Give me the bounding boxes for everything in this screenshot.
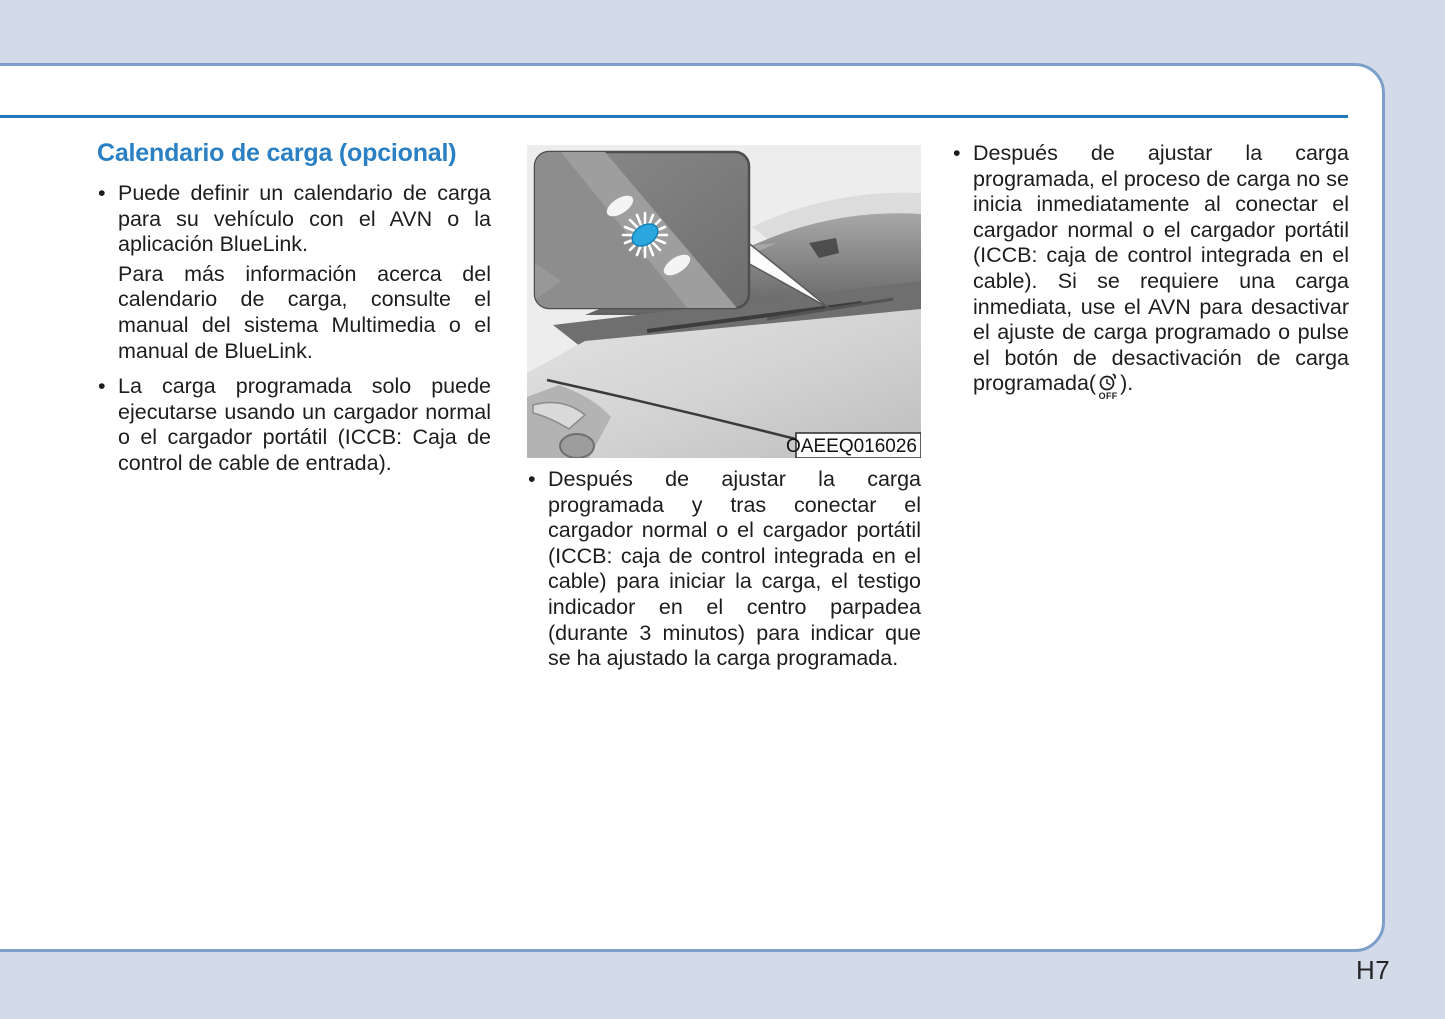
page-number: H7 xyxy=(1356,955,1391,985)
charging-indicator-figure xyxy=(527,145,921,458)
bullet-marker: • xyxy=(98,374,106,399)
bullet-marker: • xyxy=(98,181,106,205)
list-item xyxy=(97,374,491,476)
section-title: Calendario de carga (opcional) xyxy=(97,139,457,167)
bullet-text: Puede definir un calendario de carga para su vehículo con el AVN o la aplicación BlueLink. xyxy=(118,181,491,257)
indicator-inset xyxy=(535,152,749,308)
figure-code: OAEEQ016026 xyxy=(786,436,917,457)
list-item xyxy=(952,141,1349,401)
list-item xyxy=(527,467,921,672)
bullet-text: La carga programada solo puede ejecutarse usando un cargador normal o el cargador portátil (ICCB: Caja de control de cable de entrada). xyxy=(118,374,491,475)
bullet-text xyxy=(973,141,1349,401)
bullet-marker: • xyxy=(528,467,536,491)
column-middle xyxy=(527,145,921,672)
off-label: OFF xyxy=(1098,391,1118,402)
bullet-text-after-icon: ). xyxy=(1120,371,1134,396)
scheduled-charging-off-icon xyxy=(1096,373,1120,401)
header-divider-rule xyxy=(0,115,1348,118)
column-right xyxy=(952,141,1349,401)
brand-emblem xyxy=(560,434,594,458)
bullet-marker: • xyxy=(953,141,961,165)
bullet-text-before-icon: Después de ajustar la carga programada, el proceso de carga no se inicia inmediatamente al conectar el cargador normal o el cargador portátil (ICCB: caja de control integrada en el cable). Si se requiere una carga inmediata, use el AVN para desactivar el ajuste de carga programado o pulse el botón de desactivación de carga programada( xyxy=(973,141,1349,396)
car-hood-illustration xyxy=(527,145,921,458)
paragraph: Para más información acerca del calendario de carga, consulte el manual del sistema Multimedia o el manual de BlueLink. xyxy=(118,261,491,363)
column-left xyxy=(97,139,491,477)
bullet-text: Después de ajustar la carga programada y tras conectar el cargador normal o el cargador portátil (ICCB: caja de control integrada en el cable) para iniciar la carga, el testigo indicador en el centro parpadea (durante 3 minutos) para indicar que se ha ajustado la carga programada. xyxy=(548,467,921,671)
indicator-lamp-blinking xyxy=(623,213,667,257)
list-item xyxy=(97,181,491,258)
